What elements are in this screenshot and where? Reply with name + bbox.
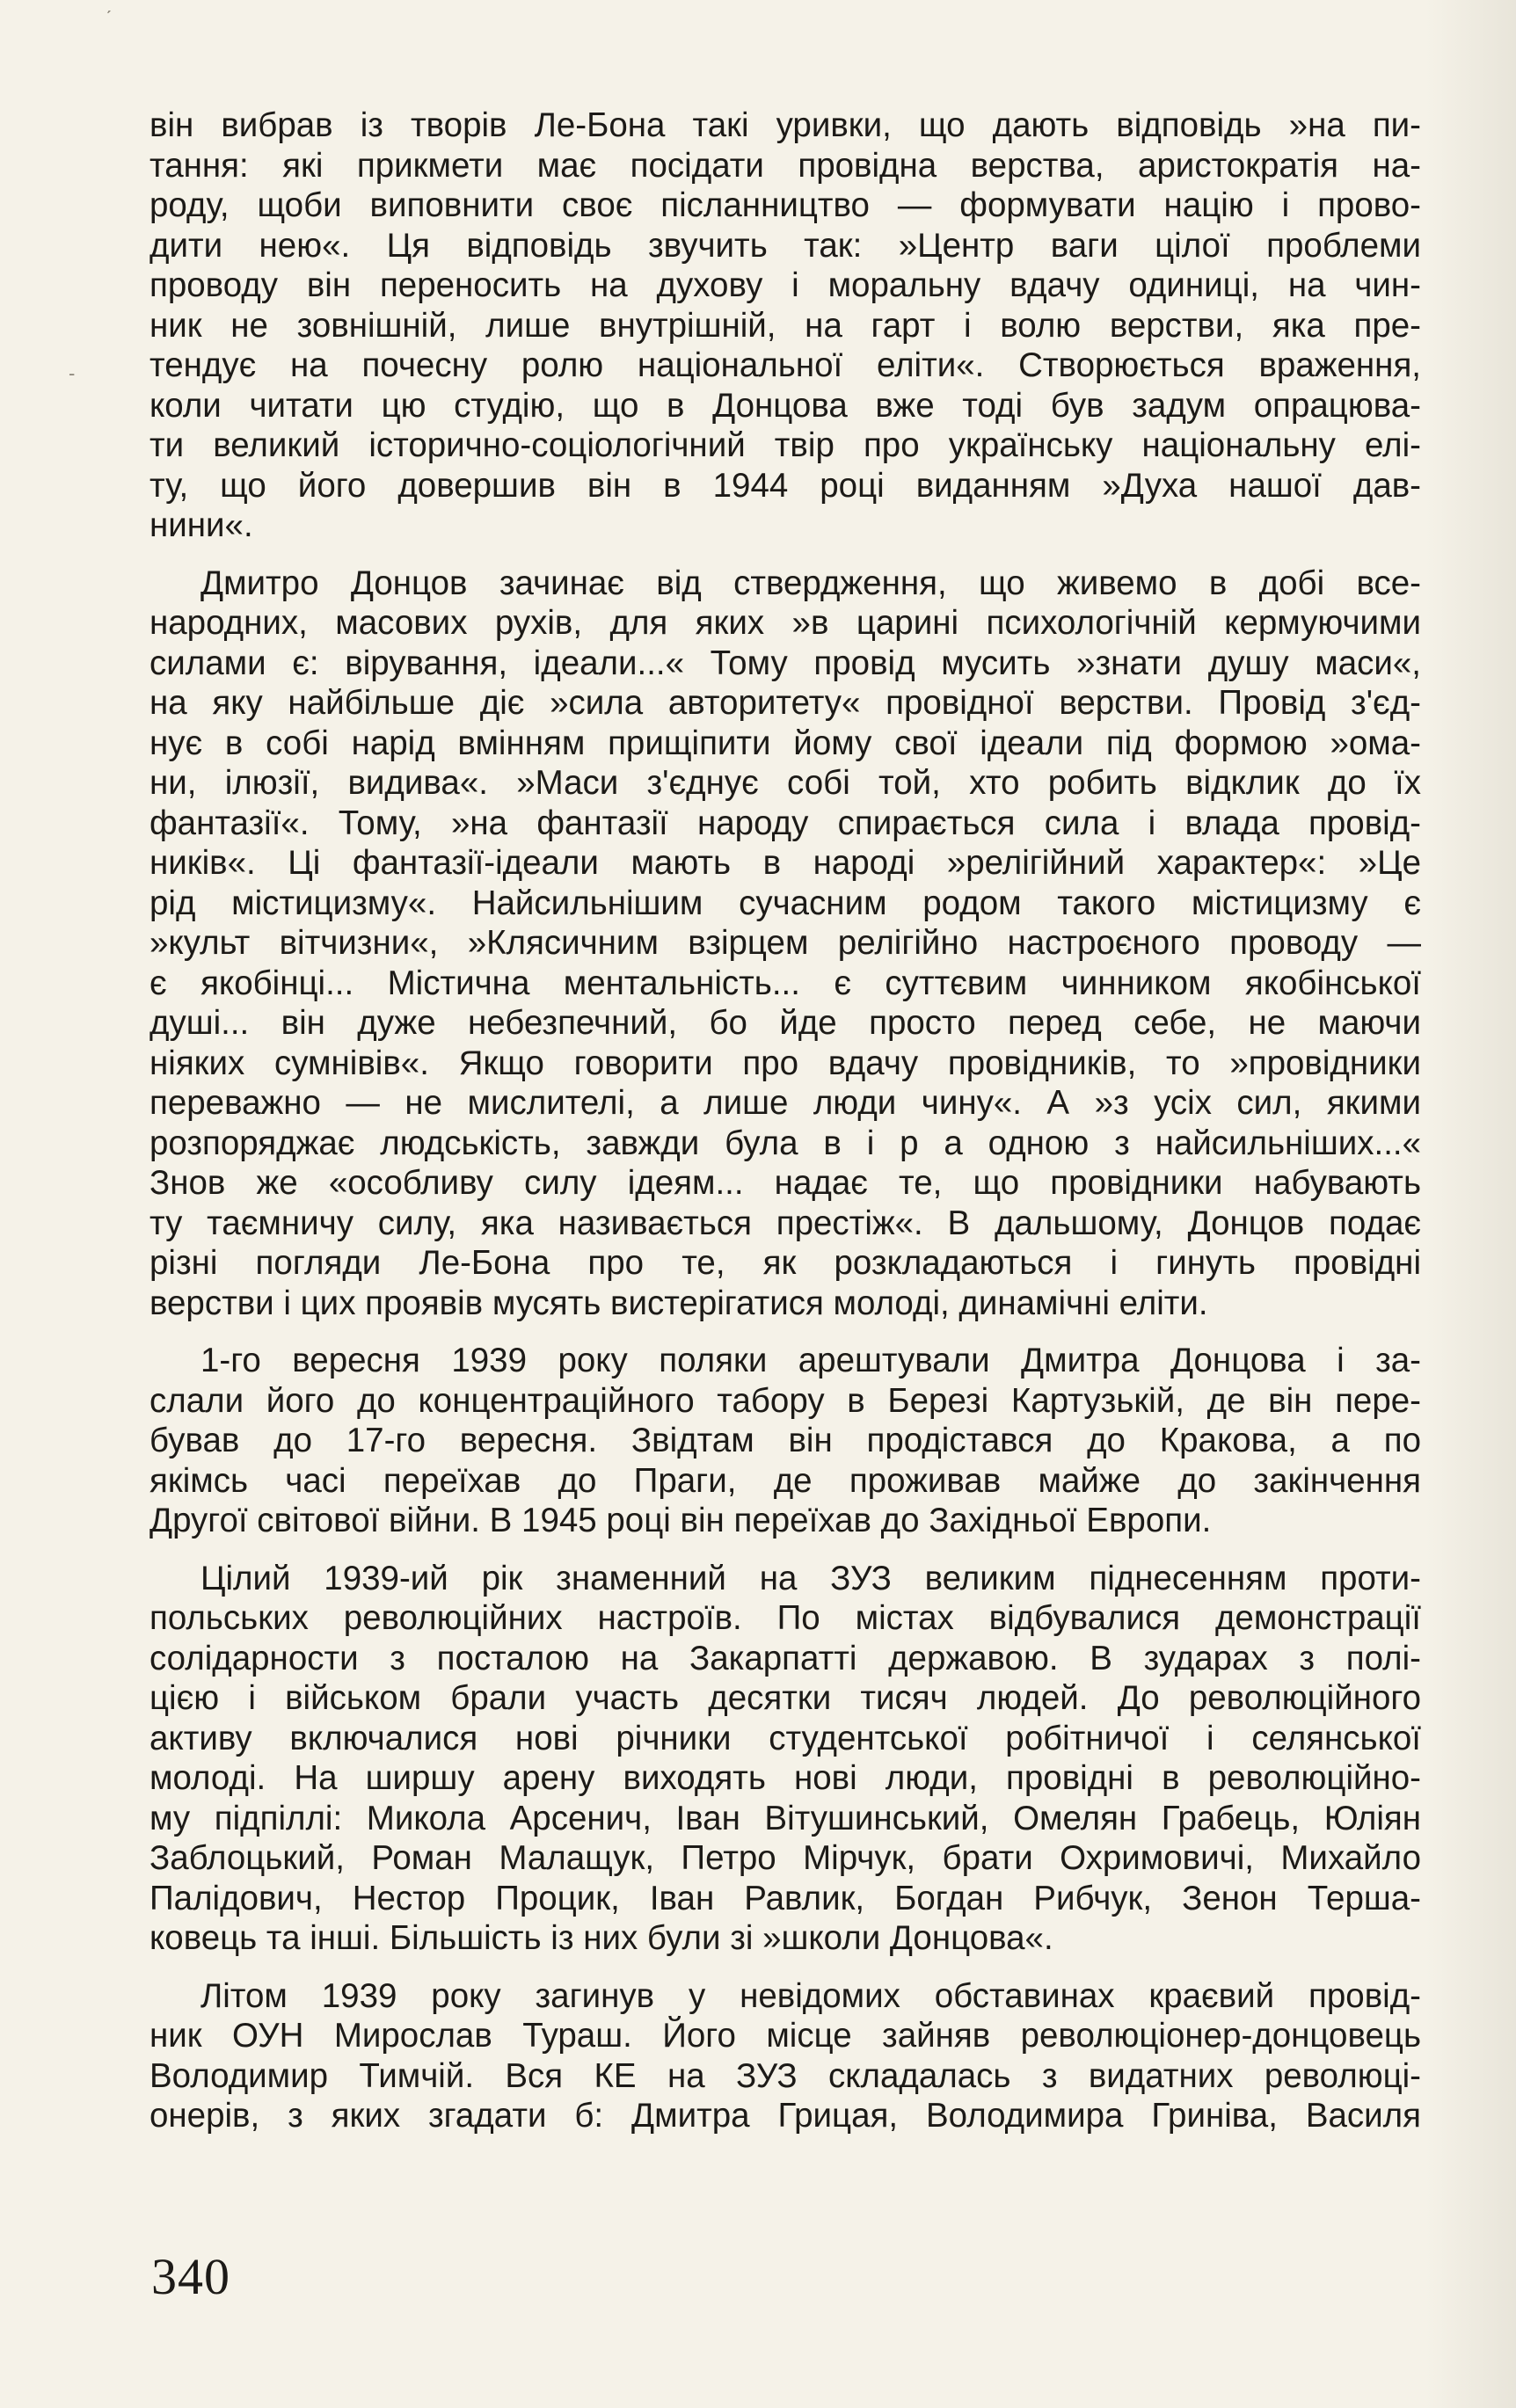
text-line: якімсь часі переїхав до Праги, де проживав майже до закінчення (149, 1461, 1421, 1500)
text-line: цією і військом брали участь десятки тисяч людей. До революційного (149, 1679, 1421, 1717)
paragraph (149, 564, 1421, 1324)
text-line: »культ вітчизни«, »Клясичним взірцем релігійно настроєного проводу — (149, 924, 1421, 962)
text-line: бував до 17-го вересня. Звідтам він продістався до Кракова, а по (149, 1422, 1421, 1459)
paragraph (149, 1976, 1421, 2136)
text-line: Дмитро Донцов зачинає від ствердження, що живемо в добі все- (200, 564, 1421, 602)
text-line: 1-го вересня 1939 року поляки арештували Дмитра Донцова і за- (200, 1342, 1421, 1379)
text-line: фантазії«. Тому, »на фантазії народу спирається сила і влада провід- (149, 804, 1421, 842)
text-line: силами є: вірування, ідеали...« Тому провід мусить »знати душу маси«, (149, 644, 1421, 682)
text-line: активу включалися нові річники студентської робітничої і селянської (149, 1719, 1421, 1757)
text-line: ту, що його довершив він в 1944 році виданням »Духа нашої дав- (149, 466, 1421, 505)
text-line: Палідович, Нестор Процик, Іван Равлик, Богдан Рибчук, Зенон Терша- (149, 1879, 1421, 1917)
text-line: він вибрав із творів Ле-Бона такі уривки, що дають відповідь »на пи- (149, 106, 1421, 144)
text-line: ник ОУН Мирослав Тураш. Його місце зайняв революціонер-донцовець (149, 2017, 1421, 2055)
body-text (149, 105, 1421, 2154)
text-line: проводу він переносить на духову і моральну вдачу одиниці, на чин- (149, 266, 1421, 304)
text-line: му підпіллі: Микола Арсенич, Іван Вітушинський, Омелян Грабець, Юліян (149, 1799, 1421, 1837)
text-line: є якобінці... Містична ментальність... є суттєвим чинником якобінської (149, 964, 1421, 1002)
paragraph (149, 1559, 1421, 1959)
text-line: Володимир Тимчій. Вся КЕ на ЗУЗ складалась з видатних революці- (149, 2056, 1421, 2095)
text-line: молоді. На ширшу арену виходять нові люди, провідні в революційно- (149, 1759, 1421, 1797)
text-line: тання: які прикмети має посідати провідна верства, аристократія на- (149, 146, 1421, 185)
text-line: ніяких сумнівів«. Якщо говорити про вдачу провідників, то »провідники (149, 1044, 1421, 1082)
text-line: переважно — не мислителі, а лише люди чину«. А »з усіх сил, якими (149, 1084, 1421, 1122)
text-line: Другої світової війни. В 1945 році він переїхав до Західньої Европи. (149, 1502, 1212, 1539)
page-number: 340 (151, 2248, 230, 2305)
text-line: рід містицизму«. Найсильнішим сучасним родом такого містицизму є (149, 884, 1421, 922)
text-line: солідарности з посталою на Закарпатті державою. В зударах з полі- (149, 1639, 1421, 1677)
text-line: Заблоцький, Роман Малащук, Петро Мірчук, брати Охримовичі, Михайло (149, 1839, 1421, 1877)
text-line: розпоряджає людськість, завжди була в і р а одною з найсильніших...« (149, 1124, 1421, 1162)
text-line: різні погляди Ле-Бона про те, як розкладаються і гинуть провідні (149, 1244, 1421, 1282)
text-line: онерів, з яких згадати б: Дмитра Грицая, Володимира Гриніва, Василя (149, 2097, 1421, 2135)
text-line: Цілий 1939-ий рік знаменний на ЗУЗ великим піднесенням проти- (200, 1559, 1421, 1597)
paragraph (149, 105, 1421, 546)
text-line: польських революційних настроїв. По містах відбувалися демонстрації (149, 1599, 1421, 1637)
text-line: нує в собі нарід вмінням прищіпити йому свої ідеали під формою »ома- (149, 724, 1421, 762)
text-line: ковець та інші. Більшість із них були зі »школи Донцова«. (149, 1919, 1053, 1957)
text-line: роду, щоби виповнити своє післанництво — формувати націю і прово- (149, 186, 1421, 224)
text-line: ник не зовнішній, лише внутрішній, на гарт і волю верстви, яка пре- (149, 306, 1421, 345)
text-line: нини«. (149, 506, 253, 544)
text-line: верстви і цих проявів мусять вистерігатися молоді, динамічні еліти. (149, 1284, 1208, 1322)
text-line: на яку найбільше діє »сила авторитету« провідної верстви. Провід з'єд- (149, 684, 1421, 722)
text-line: ників«. Ці фантазії-ідеали мають в народі »релігійний характер«: »Це (149, 844, 1421, 882)
page-speck: ˊ (106, 7, 113, 29)
text-line: слали його до концентраційного табору в Березі Картузькій, де він пере- (149, 1381, 1421, 1420)
text-line: душі... він дуже небезпечний, бо йде просто перед себе, не маючи (149, 1004, 1421, 1042)
text-line: Літом 1939 року загинув у невідомих обставинах краєвий провід- (200, 1976, 1421, 2015)
text-line: тендує на почесну ролю національної еліти«. Створюється враження, (149, 346, 1421, 384)
page-speck: - (69, 362, 76, 384)
text-line: ни, ілюзії, видива«. »Маси з'єднує собі той, хто робить відклик до їх (149, 764, 1421, 802)
text-line: ти великий історично-соціологічний твір про українську національну елі- (149, 426, 1421, 464)
text-line: народних, масових рухів, для яких »в царині психологічній кермуючими (149, 604, 1421, 642)
text-line: ту таємничу силу, яка називається престіж«. В дальшому, Донцов подає (149, 1204, 1421, 1242)
paragraph (149, 1341, 1421, 1541)
text-line: дити нею«. Ця відповідь звучить так: »Центр ваги цілої проблеми (149, 226, 1421, 265)
text-line: Знов же «особливу силу ідеям... надає те, що провідники набувають (149, 1164, 1421, 1202)
text-line: коли читати цю студію, що в Донцова вже тоді був задум опрацюва- (149, 386, 1421, 425)
